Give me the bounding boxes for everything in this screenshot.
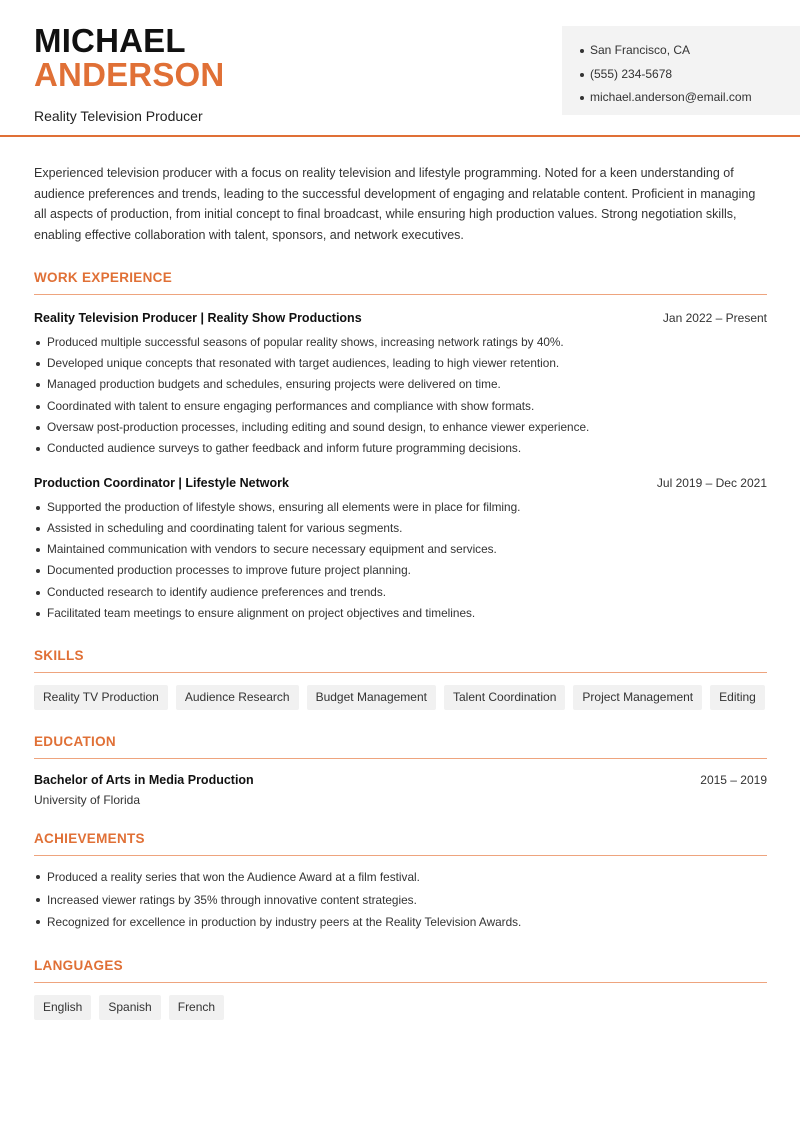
name-block bbox=[34, 24, 224, 124]
job-dates: Jan 2022 – Present bbox=[662, 310, 767, 325]
section-title-work: WORK EXPERIENCE bbox=[34, 270, 767, 295]
skill-chip: Project Management bbox=[573, 685, 702, 710]
list-item: Conducted research to identify audience preferences and trends. bbox=[34, 582, 767, 603]
skill-chip: Reality TV Production bbox=[34, 685, 168, 710]
list-item: Produced multiple successful seasons of popular reality shows, increasing network ratings by 40%. bbox=[34, 332, 767, 353]
section-title-achievements: ACHIEVEMENTS bbox=[34, 831, 767, 856]
summary: Experienced television producer with a focus on reality television and lifestyle programming. Noted for a keen understanding of audience preferences and trends, leading to the successful development of engaging and relatable content. Proficient in managing all aspects of production, from initial concept to final broadcast, while ensuring high production values. Strong negotiation skills, enabling effective collaboration with talent, sponsors, and network executives. bbox=[34, 166, 756, 243]
skills-list bbox=[34, 685, 767, 710]
list-item: Documented production processes to improve future project planning. bbox=[34, 560, 767, 581]
job-role: Production Coordinator | Lifestyle Network bbox=[34, 475, 289, 490]
list-item: Maintained communication with vendors to secure necessary equipment and services. bbox=[34, 539, 767, 560]
achievements-list bbox=[34, 866, 767, 934]
job-entry bbox=[34, 476, 767, 625]
job-bullets bbox=[34, 332, 767, 460]
list-item: Increased viewer ratings by 35% through innovative content strategies. bbox=[34, 889, 767, 912]
resume-header bbox=[0, 0, 800, 137]
skill-chip: Audience Research bbox=[176, 685, 299, 710]
language-chip: English bbox=[34, 995, 91, 1020]
job-dates: Jul 2019 – Dec 2021 bbox=[656, 475, 767, 490]
education-head bbox=[34, 773, 767, 787]
list-item: Facilitated team meetings to ensure alignment on project objectives and timelines. bbox=[34, 603, 767, 624]
list-item: Developed unique concepts that resonated with target audiences, leading to high viewer retention. bbox=[34, 353, 767, 374]
section-title-languages: LANGUAGES bbox=[34, 958, 767, 983]
contact-email: michael.anderson@email.com bbox=[580, 86, 800, 110]
list-item: Coordinated with talent to ensure engaging performances and compliance with show formats. bbox=[34, 396, 767, 417]
education-degree: Bachelor of Arts in Media Production bbox=[34, 773, 254, 788]
list-item: Managed production budgets and schedules, ensuring projects were delivered on time. bbox=[34, 374, 767, 395]
education-school: University of Florida bbox=[34, 793, 141, 808]
job-bullets bbox=[34, 497, 767, 625]
list-item: Supported the production of lifestyle shows, ensuring all elements were in place for filming. bbox=[34, 497, 767, 518]
job-head bbox=[34, 476, 767, 490]
language-chip: Spanish bbox=[99, 995, 160, 1020]
section-title-education: EDUCATION bbox=[34, 734, 767, 759]
job-head bbox=[34, 311, 767, 325]
list-item: Oversaw post-production processes, including editing and sound design, to enhance viewer experience. bbox=[34, 417, 767, 438]
list-item: Recognized for excellence in production by industry peers at the Reality Television Awards. bbox=[34, 911, 767, 934]
resume-content bbox=[34, 163, 767, 1020]
last-name: ANDERSON bbox=[34, 56, 225, 93]
education-dates: 2015 – 2019 bbox=[700, 773, 767, 788]
job-role: Reality Television Producer | Reality Show Productions bbox=[34, 310, 362, 325]
contact-box bbox=[562, 26, 800, 115]
skill-chip: Editing bbox=[710, 685, 765, 710]
language-chip: French bbox=[169, 995, 224, 1020]
list-item: Conducted audience surveys to gather feedback and inform future programming decisions. bbox=[34, 438, 767, 459]
list-item: Produced a reality series that won the Audience Award at a film festival. bbox=[34, 866, 767, 889]
contact-location: San Francisco, CA bbox=[580, 39, 800, 63]
list-item: Assisted in scheduling and coordinating talent for various segments. bbox=[34, 518, 767, 539]
skill-chip: Budget Management bbox=[307, 685, 436, 710]
job-entry bbox=[34, 311, 767, 460]
section-title-skills: SKILLS bbox=[34, 648, 767, 673]
languages-list bbox=[34, 995, 767, 1020]
contact-phone: (555) 234-5678 bbox=[580, 63, 800, 87]
skill-chip: Talent Coordination bbox=[444, 685, 565, 710]
first-name: MICHAEL bbox=[34, 22, 186, 59]
job-title: Reality Television Producer bbox=[34, 108, 203, 124]
